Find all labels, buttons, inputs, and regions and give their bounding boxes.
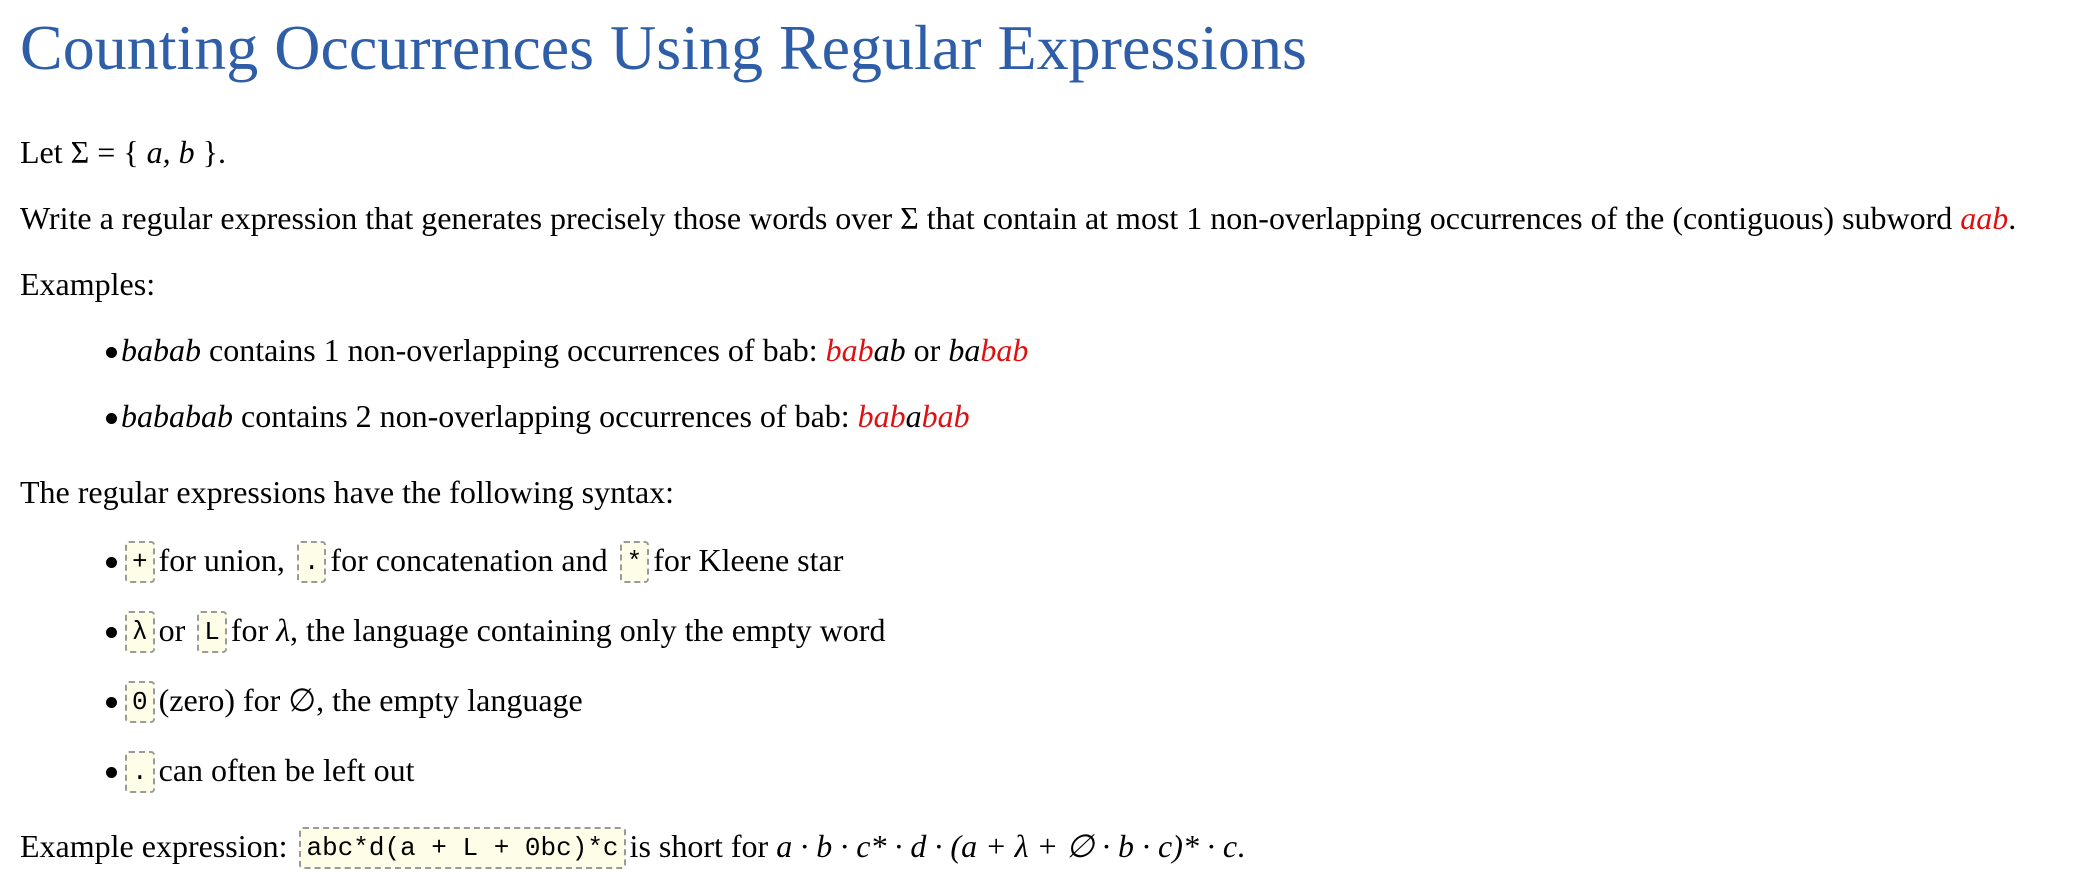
code-zero: 0 (125, 681, 155, 723)
target-subword: aab (1960, 200, 2009, 236)
example-expression-math: a · b · c* · d · (a + λ + ∅ · b · c)* · c (776, 828, 1238, 864)
syntax-heading: The regular expressions have the following syntax: (20, 474, 675, 510)
examples-heading: Examples: (20, 266, 156, 302)
code-star: * (620, 541, 650, 583)
code-lambda: λ (125, 611, 155, 653)
code-concat: . (297, 541, 327, 583)
examples-list (20, 330, 2064, 436)
example-expression-code: abc*d(a + L + 0bc)*c (299, 827, 625, 869)
example-item: babab contains 1 non-overlapping occurrences of bab: babab or babab (20, 330, 2064, 370)
syntax-item: + for union, . for concatenation and * for Kleene star (20, 540, 2064, 584)
example-item: bababab contains 2 non-overlapping occurrences of bab: bababab (20, 396, 2064, 436)
code-dot: . (125, 751, 155, 793)
alphabet-definition: Let Σ = { a, b }. (20, 134, 227, 170)
code-union: + (125, 541, 155, 583)
task-statement: Write a regular expression that generates precisely those words over Σ that contain at most 1 non-overlapping occurrences of the (contiguous) subword aab. (20, 200, 2017, 236)
syntax-item: . can often be left out (20, 750, 2064, 794)
syntax-list (20, 540, 2064, 794)
syntax-item: λ or L for λ, the language containing only the empty word (20, 610, 2064, 654)
example-expression: Example expression: abc*d(a + L + 0bc)*c is short for a · b · c* · d · (a + λ + ∅ · b · c)* · c. (20, 826, 2064, 870)
page-title: Counting Occurrences Using Regular Expressions (20, 12, 1307, 83)
code-L: L (197, 611, 227, 653)
alphabet-letters: a, b (146, 134, 195, 170)
syntax-item: 0 (zero) for ∅, the empty language (20, 680, 2064, 724)
